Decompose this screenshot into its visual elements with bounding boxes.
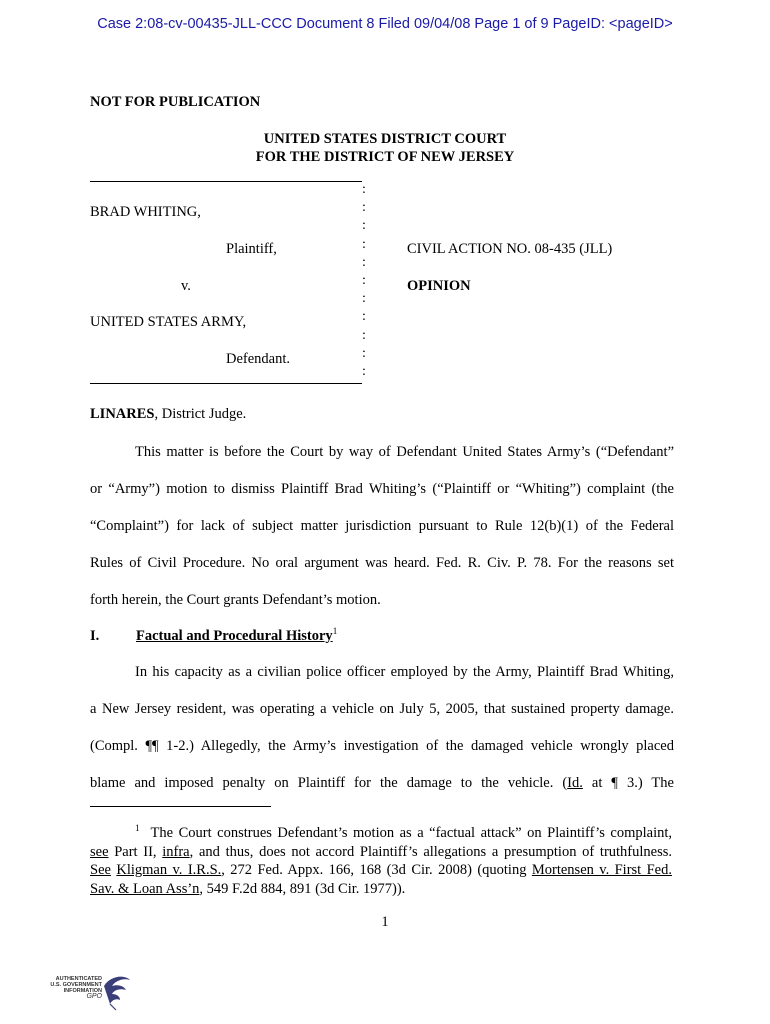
footnote-line: $^1$ The Court construes Defendant’s motion as a “factual attack” on Plaintiff’s complaint,: [135, 823, 673, 841]
section-title: Factual and Procedural History: [136, 628, 333, 644]
caption-colon-column: : : : : : : : : : : :: [362, 182, 366, 380]
eagle-icon: [100, 972, 132, 1012]
paragraph-line: a New Jersey resident, was operating a vehicle on July 5, 2005, that sustained property damage.: [90, 701, 674, 717]
versus: v.: [181, 278, 191, 294]
defendant-name: UNITED STATES ARMY,: [90, 314, 247, 330]
civil-action-number: CIVIL ACTION NO. 08-435 (JLL): [407, 241, 613, 257]
defendant-role: Defendant.: [226, 351, 291, 367]
paragraph-line: Rules of Civil Procedure. No oral argument was heard. Fed. R. Civ. P. 78. For the reasons set: [90, 555, 674, 571]
paragraph-line: blame and imposed penalty on Plaintiff for the damage to the vehicle. (Id. at ¶ 3.) The: [90, 775, 674, 791]
facts-paragraph: [90, 664, 674, 812]
court-name-line1: UNITED STATES DISTRICT COURT: [263, 131, 507, 147]
footnote-rule: [90, 806, 271, 807]
court-name-line2: FOR THE DISTRICT OF NEW JERSEY: [255, 149, 515, 165]
paragraph-line: or “Army”) motion to dismiss Plaintiff Brad Whiting’s (“Plaintiff or “Whiting”) complaint (the: [90, 481, 674, 497]
footnote-line: See Kligman v. I.R.S., 272 Fed. Appx. 166, 168 (3d Cir. 2008) (quoting Mortensen v. First Fed.: [90, 862, 672, 878]
paragraph-line: “Complaint”) for lack of subject matter jurisdiction pursuant to Rule 12(b)(1) of the Federal: [90, 518, 674, 534]
section-heading: [136, 628, 337, 645]
paragraph-line: This matter is before the Court by way of Defendant United States Army’s (“Defendant”: [135, 444, 674, 460]
paragraph-line: In his capacity as a civilian police officer employed by the Army, Plaintiff Brad Whiting,: [135, 664, 674, 680]
id-citation: Id.: [567, 775, 583, 791]
judge-title: , District Judge.: [154, 406, 247, 422]
footnote-ref: 1: [332, 626, 338, 637]
footnote-number: 1: [135, 823, 140, 834]
not-for-publication: NOT FOR PUBLICATION: [90, 94, 261, 110]
caption-bottom-rule: [90, 383, 362, 384]
footnote: [90, 825, 672, 899]
paragraph-line: (Compl. ¶¶ 1-2.) Allegedly, the Army’s investigation of the damaged vehicle wrongly placed: [90, 738, 674, 754]
plaintiff-name: BRAD WHITING,: [90, 204, 201, 220]
caption-top-rule: [90, 181, 362, 182]
document-type: OPINION: [407, 278, 471, 294]
judge-name: LINARES: [90, 406, 155, 422]
intro-paragraph: [90, 444, 674, 629]
footnote-line: see Part II, infra, and thus, does not accord Plaintiff’s allegations a presumption of truthfulness.: [90, 843, 673, 860]
paragraph-line: forth herein, the Court grants Defendant’s motion.: [90, 592, 381, 608]
page-number: 1: [381, 914, 389, 930]
plaintiff-role: Plaintiff,: [226, 241, 277, 257]
judge-line: [90, 406, 246, 423]
case-header: Case 2:08-cv-00435-JLL-CCC Document 8 Filed 09/04/08 Page 1 of 9 PageID: <pageID>: [97, 16, 673, 32]
footnote-line: Sav. & Loan Ass’n, 549 F.2d 884, 891 (3d Cir. 1977)).: [90, 880, 406, 897]
gpo-authentication-logo: AUTHENTICATED U.S. GOVERNMENT INFORMATION GPO: [42, 972, 132, 1012]
section-number: I.: [90, 628, 100, 644]
